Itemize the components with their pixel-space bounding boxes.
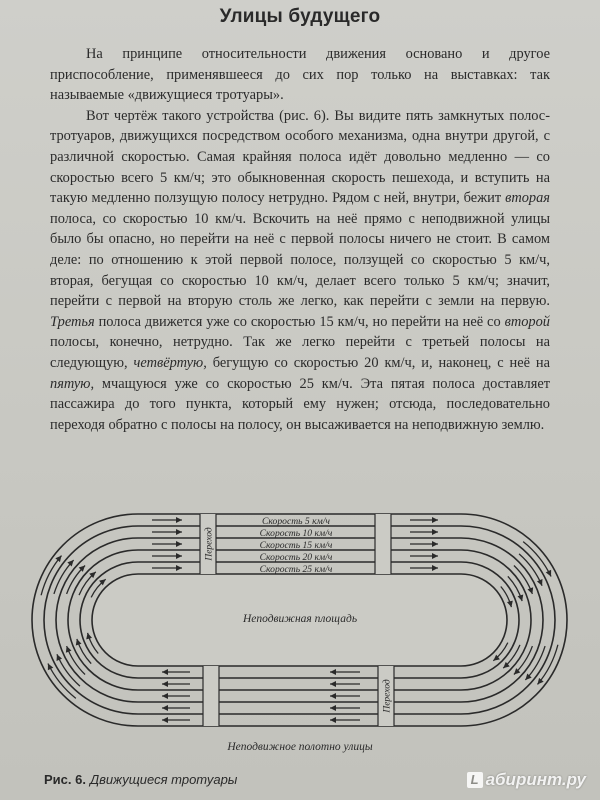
figure-moving-sidewalks <box>0 500 600 780</box>
curved-arrow <box>537 645 557 685</box>
arrow-head <box>330 669 336 675</box>
arrow-head <box>176 529 182 535</box>
track-diagram <box>0 500 600 780</box>
arrow-head <box>330 717 336 723</box>
center-label: Неподвижная площадь <box>242 613 358 625</box>
labirint-logo-icon: L <box>467 772 483 788</box>
text-run: Вот чертёж такого устройства (рис. 6). Вы видите пять замкнутых полос-тротуаров, движущихся посредством особого механизма, одна внутри другой, с различной скоростью. Самая крайняя полоса идёт довольно медленно — со скоростью всего 5 км/ч; это обыкновенная скорость пешехода, и вступить на такую медленно ползущую полосу нетрудно. Рядом с ней, внутри, бежит <box>50 107 550 207</box>
emphasis-text: пятую <box>50 375 91 392</box>
arrow-head <box>162 669 168 675</box>
arrow-head <box>432 565 438 571</box>
arrow-head <box>432 529 438 535</box>
body-text <box>50 44 550 435</box>
lane-speed-label: Скорость 10 км/ч <box>259 527 333 539</box>
curved-arrow <box>41 556 61 596</box>
arrow-head <box>330 681 336 687</box>
arrow-head <box>176 517 182 523</box>
arrow-head <box>162 717 168 723</box>
crossing-label: Переход <box>204 527 215 561</box>
paragraph <box>50 106 550 436</box>
figure-number: Рис. 6. <box>44 772 86 787</box>
arrow-head <box>86 633 92 640</box>
watermark-text: абиринт.ру <box>485 770 586 789</box>
lane-speed-label: Скорость 5 км/ч <box>262 515 330 527</box>
arrow-head <box>162 705 168 711</box>
arrow-head <box>176 565 182 571</box>
lane-speed-label: Скорость 20 км/ч <box>259 551 333 563</box>
text-run: , бегущую со скоростью 20 км/ч, и, наконец, с неё на <box>203 354 550 371</box>
text-run: , мчащуюся уже со скоростью 25 км/ч. Эта пятая полоса доставляет пассажира до того пункта, который ему нужен; отсюда, последовательно переходя обратно с полосы на полосу, он высаживается на неподвижную землю. <box>50 375 550 433</box>
arrow-head <box>432 553 438 559</box>
arrow-head <box>330 705 336 711</box>
section-heading: Улицы будущего <box>219 6 381 27</box>
lane-labels <box>260 516 333 575</box>
arrow-head <box>432 517 438 523</box>
crossing-label: Переход <box>382 679 393 713</box>
arrow-head <box>55 556 61 563</box>
arrow-head <box>330 693 336 699</box>
lane-speed-label: Скорость 25 км/ч <box>259 563 333 575</box>
text-run: На принципе относительности движения основано и другое приспособление, применявшееся до сих пор только на выставках: так называемые «движущиеся тротуары». <box>50 46 550 104</box>
text-run: полоса, со скоростью 10 км/ч. Вскочить на неё прямо с неподвижной улицы было бы опасно, но перейти на неё с первой полосы ничего не стоит. В самом деле: по отношению к этой первой полосе, ползущей со скоростью 5 км/ч, вторая, бегущая со скоростью 10 км/ч, делает всего только 5 км/ч; значит, перейти с первой на вторую столь же легко, как перейти с земли на первую. <box>50 210 550 310</box>
arrow-head <box>176 553 182 559</box>
text-run: полоса движется уже со скоростью 15 км/ч, но перейти на неё со <box>94 313 505 330</box>
watermark <box>467 770 586 790</box>
arrow-head <box>176 541 182 547</box>
arrow-head <box>432 541 438 547</box>
emphasis-text: второй <box>504 313 550 330</box>
street-label: Неподвижное полотно улицы <box>227 741 373 753</box>
figure-caption <box>44 772 237 787</box>
lane-speed-label: Скорость 15 км/ч <box>259 539 333 551</box>
arrow-head <box>537 678 543 685</box>
figure-title: Движущиеся тротуары <box>89 772 238 787</box>
paragraph <box>50 44 550 106</box>
emphasis-text: вторая <box>505 190 550 207</box>
arrow-head <box>162 693 168 699</box>
text-run: полосы, конечно, нетрудно. Так же легко перейти с третьей полосы на следующую, <box>50 334 550 371</box>
arrow-head <box>162 681 168 687</box>
emphasis-text: Третья <box>50 313 95 330</box>
crossing-fill <box>375 514 391 574</box>
emphasis-text: четвёртую <box>133 354 204 371</box>
crossing-fill <box>203 666 219 726</box>
arrow-head <box>507 601 513 608</box>
